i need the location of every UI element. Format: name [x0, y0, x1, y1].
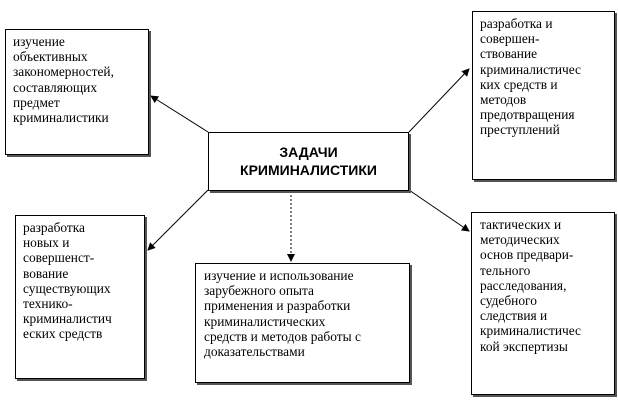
task-study-regularities: изучение объективных закономерностей, составляющих предмет криминалистики: [5, 29, 149, 155]
task-crime-prevention-means: разработка и совершен- ствование криминалистичес ких средств и методов предотвращения преступлений: [472, 11, 615, 180]
task-foreign-experience: изучение и использование зарубежного опыта применения и разработки криминалистических средств и методов работы с доказательствами: [195, 263, 410, 383]
task-technical-means: разработка новых и совершенст- вование существующих технико- криминалистич еских средств: [15, 215, 145, 379]
arrow-to-top-left: [151, 96, 208, 132]
arrow-to-bottom-left: [148, 190, 208, 250]
arrow-to-top-right: [409, 69, 469, 132]
central-node-title: ЗАДАЧИ КРИМИНАЛИСТИКИ: [208, 132, 409, 191]
task-tactical-methodical-foundations: тактических и методических основ предвари- тельного расследования, судебного следствия и криминалистичес кой экспертизы: [471, 212, 615, 395]
arrow-to-bottom-right: [409, 190, 469, 231]
